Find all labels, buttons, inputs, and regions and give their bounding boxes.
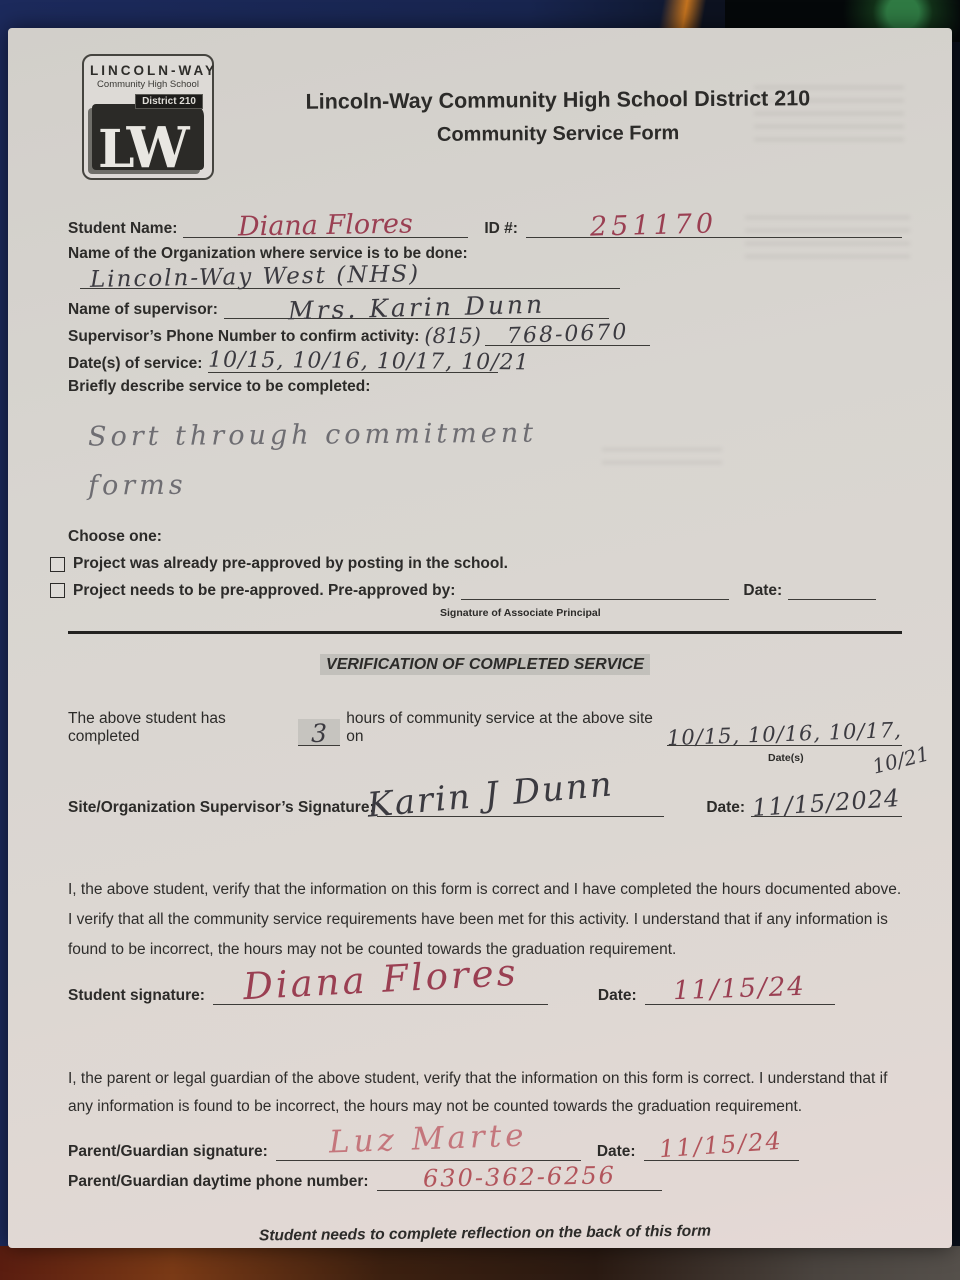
hours-handwriting: 3 (311, 719, 328, 748)
student-name-row (68, 208, 902, 243)
student-verification-paragraph: I, the above student, verify that the information on this form is correct and I have completed the hours documented above. I verify that all the community service requirements have been met for this activity. I understand that if any information is found to be incorrect, the hours may not be counted towards the graduation requirement. (68, 881, 902, 958)
verification-dates-overflow-handwriting: 10/21 (870, 741, 933, 779)
id-handwriting: 251170 (590, 208, 718, 243)
student-signature-handwriting: Diana Flores (241, 950, 520, 1009)
page-subtitle: Community Service Form (436, 122, 680, 146)
parent-phone-row (68, 1161, 902, 1193)
background-desk-orange (635, 0, 725, 30)
phone-area-handwriting: (815) (424, 324, 481, 348)
parent-signature-row (68, 1117, 902, 1164)
logo-school-sub: Community High School (97, 79, 199, 90)
logo-lw-monogram (98, 115, 190, 181)
paper-form (8, 28, 952, 1248)
option-preapproved-row (50, 555, 902, 573)
student-signature-label: Student signature: (68, 987, 205, 1004)
parent-phone-label: Parent/Guardian daytime phone number: (68, 1173, 369, 1190)
org-field (80, 261, 620, 293)
footer-note: Student needs to complete reflection on the back of this form (258, 1222, 712, 1245)
id-label: ID #: (484, 220, 518, 237)
student-name-field (183, 208, 468, 243)
supervisor-date-field (751, 783, 902, 823)
header (68, 54, 902, 180)
parent-phone-field (377, 1161, 662, 1193)
service-dates-handwriting: 10/15, 10/16, 10/17, 10/21 (208, 347, 531, 376)
student-signature-row (68, 950, 902, 1009)
form-titles (214, 86, 902, 149)
org-label-row (68, 245, 902, 263)
org-label: Name of the Organization where service is to be done: (68, 245, 468, 262)
describe-line2-handwriting: forms (87, 469, 187, 502)
student-name-label: Student Name: (68, 220, 178, 237)
hours-sentence-end: hours of community service at the above site on (346, 710, 653, 745)
preapproval-date-label: Date: (743, 582, 783, 599)
supervisor-row (68, 289, 902, 326)
preapproved-by-field (461, 599, 729, 600)
service-dates-row (68, 347, 902, 376)
verification-dates-field (666, 717, 903, 751)
phone-handwriting: 768-0670 (506, 319, 629, 350)
student-date-handwriting: 11/15/24 (672, 971, 807, 1007)
supervisor-signature-field (365, 764, 665, 826)
supervisor-field (224, 289, 609, 326)
parent-date-field (644, 1126, 799, 1164)
option-preapproved-label: Project was already pre-approved by posting in the school. (73, 555, 508, 572)
background-desk-bottom (0, 1246, 960, 1280)
parent-signature-field (276, 1117, 581, 1161)
logo-mark (90, 94, 206, 181)
verification-heading: VERIFICATION OF COMPLETED SERVICE (320, 654, 650, 675)
phone-row (68, 319, 902, 350)
signature-caption-row (440, 603, 902, 621)
parent-date-label: Date: (596, 1143, 636, 1160)
parent-signature-handwriting: Luz Marte (328, 1117, 529, 1161)
student-date-field (645, 971, 835, 1007)
logo-school-name: LINCOLN-WAY (90, 63, 217, 78)
logo-letter-l: L (98, 119, 135, 180)
section-divider (68, 631, 902, 634)
id-field (526, 208, 902, 243)
hours-sentence-start: The above student has completed (68, 710, 226, 745)
service-dates-label: Date(s) of service: (68, 355, 203, 372)
page-title: Lincoln-Way Community High School District 210 (305, 86, 811, 114)
school-logo (82, 54, 217, 181)
choose-one-heading: Choose one: (68, 528, 162, 545)
describe-label-row (68, 378, 902, 396)
associate-principal-caption: Signature of Associate Principal (440, 607, 601, 619)
option-needs-approval-label: Project needs to be pre-approved. Pre-approved by: (73, 582, 456, 599)
student-signature-field (213, 950, 548, 1009)
logo-district-badge: District 210 (135, 94, 203, 109)
parent-verification-paragraph: I, the parent or legal guardian of the above student, verify that the information on this form is correct. I understand that if any information is found to be incorrect, the hours may not be counted towards the graduation requirement. (68, 1070, 888, 1115)
phone-label: Supervisor’s Phone Number to confirm activity: (68, 328, 420, 345)
supervisor-date-label: Date: (706, 799, 746, 816)
describe-handwriting-block (87, 417, 902, 502)
form-content (8, 28, 952, 1248)
supervisor-signature-row (68, 764, 902, 826)
parent-date-handwriting: 11/15/24 (658, 1126, 784, 1164)
service-dates-field (208, 347, 531, 376)
supervisor-signature-label: Site/Organization Supervisor’s Signature: (68, 799, 375, 816)
supervisor-signature-handwriting: Karin J Dunn (365, 764, 616, 826)
parent-signature-label: Parent/Guardian signature: (68, 1143, 268, 1160)
phone-field (485, 319, 650, 350)
hours-field (298, 719, 340, 746)
logo-letter-w: W (126, 115, 190, 181)
describe-label: Briefly describe service to be completed: (68, 378, 371, 395)
org-handwriting: Lincoln-Way West (NHS) (89, 261, 421, 293)
preapproval-date-field (788, 599, 876, 600)
supervisor-date-handwriting: 11/15/2024 (751, 783, 902, 823)
describe-line1-handwriting: Sort through commitment (87, 417, 538, 453)
supervisor-label: Name of supervisor: (68, 301, 218, 318)
checkbox-preapproved[interactable] (50, 557, 65, 572)
choose-one-heading-row (68, 528, 902, 546)
parent-phone-handwriting: 630-362-6256 (422, 1161, 616, 1193)
student-date-label: Date: (597, 987, 637, 1004)
org-value-row (68, 261, 902, 293)
dates-caption: Date(s) (768, 752, 804, 764)
supervisor-handwriting: Mrs. Karin Dunn (287, 289, 546, 326)
checkbox-needs-approval[interactable] (50, 583, 65, 598)
verification-dates-handwriting: 10/15, 10/16, 10/17, (666, 717, 903, 751)
option-needs-approval-row (50, 582, 902, 600)
student-name-handwriting: Diana Flores (238, 208, 414, 243)
verification-heading-row (68, 656, 902, 674)
